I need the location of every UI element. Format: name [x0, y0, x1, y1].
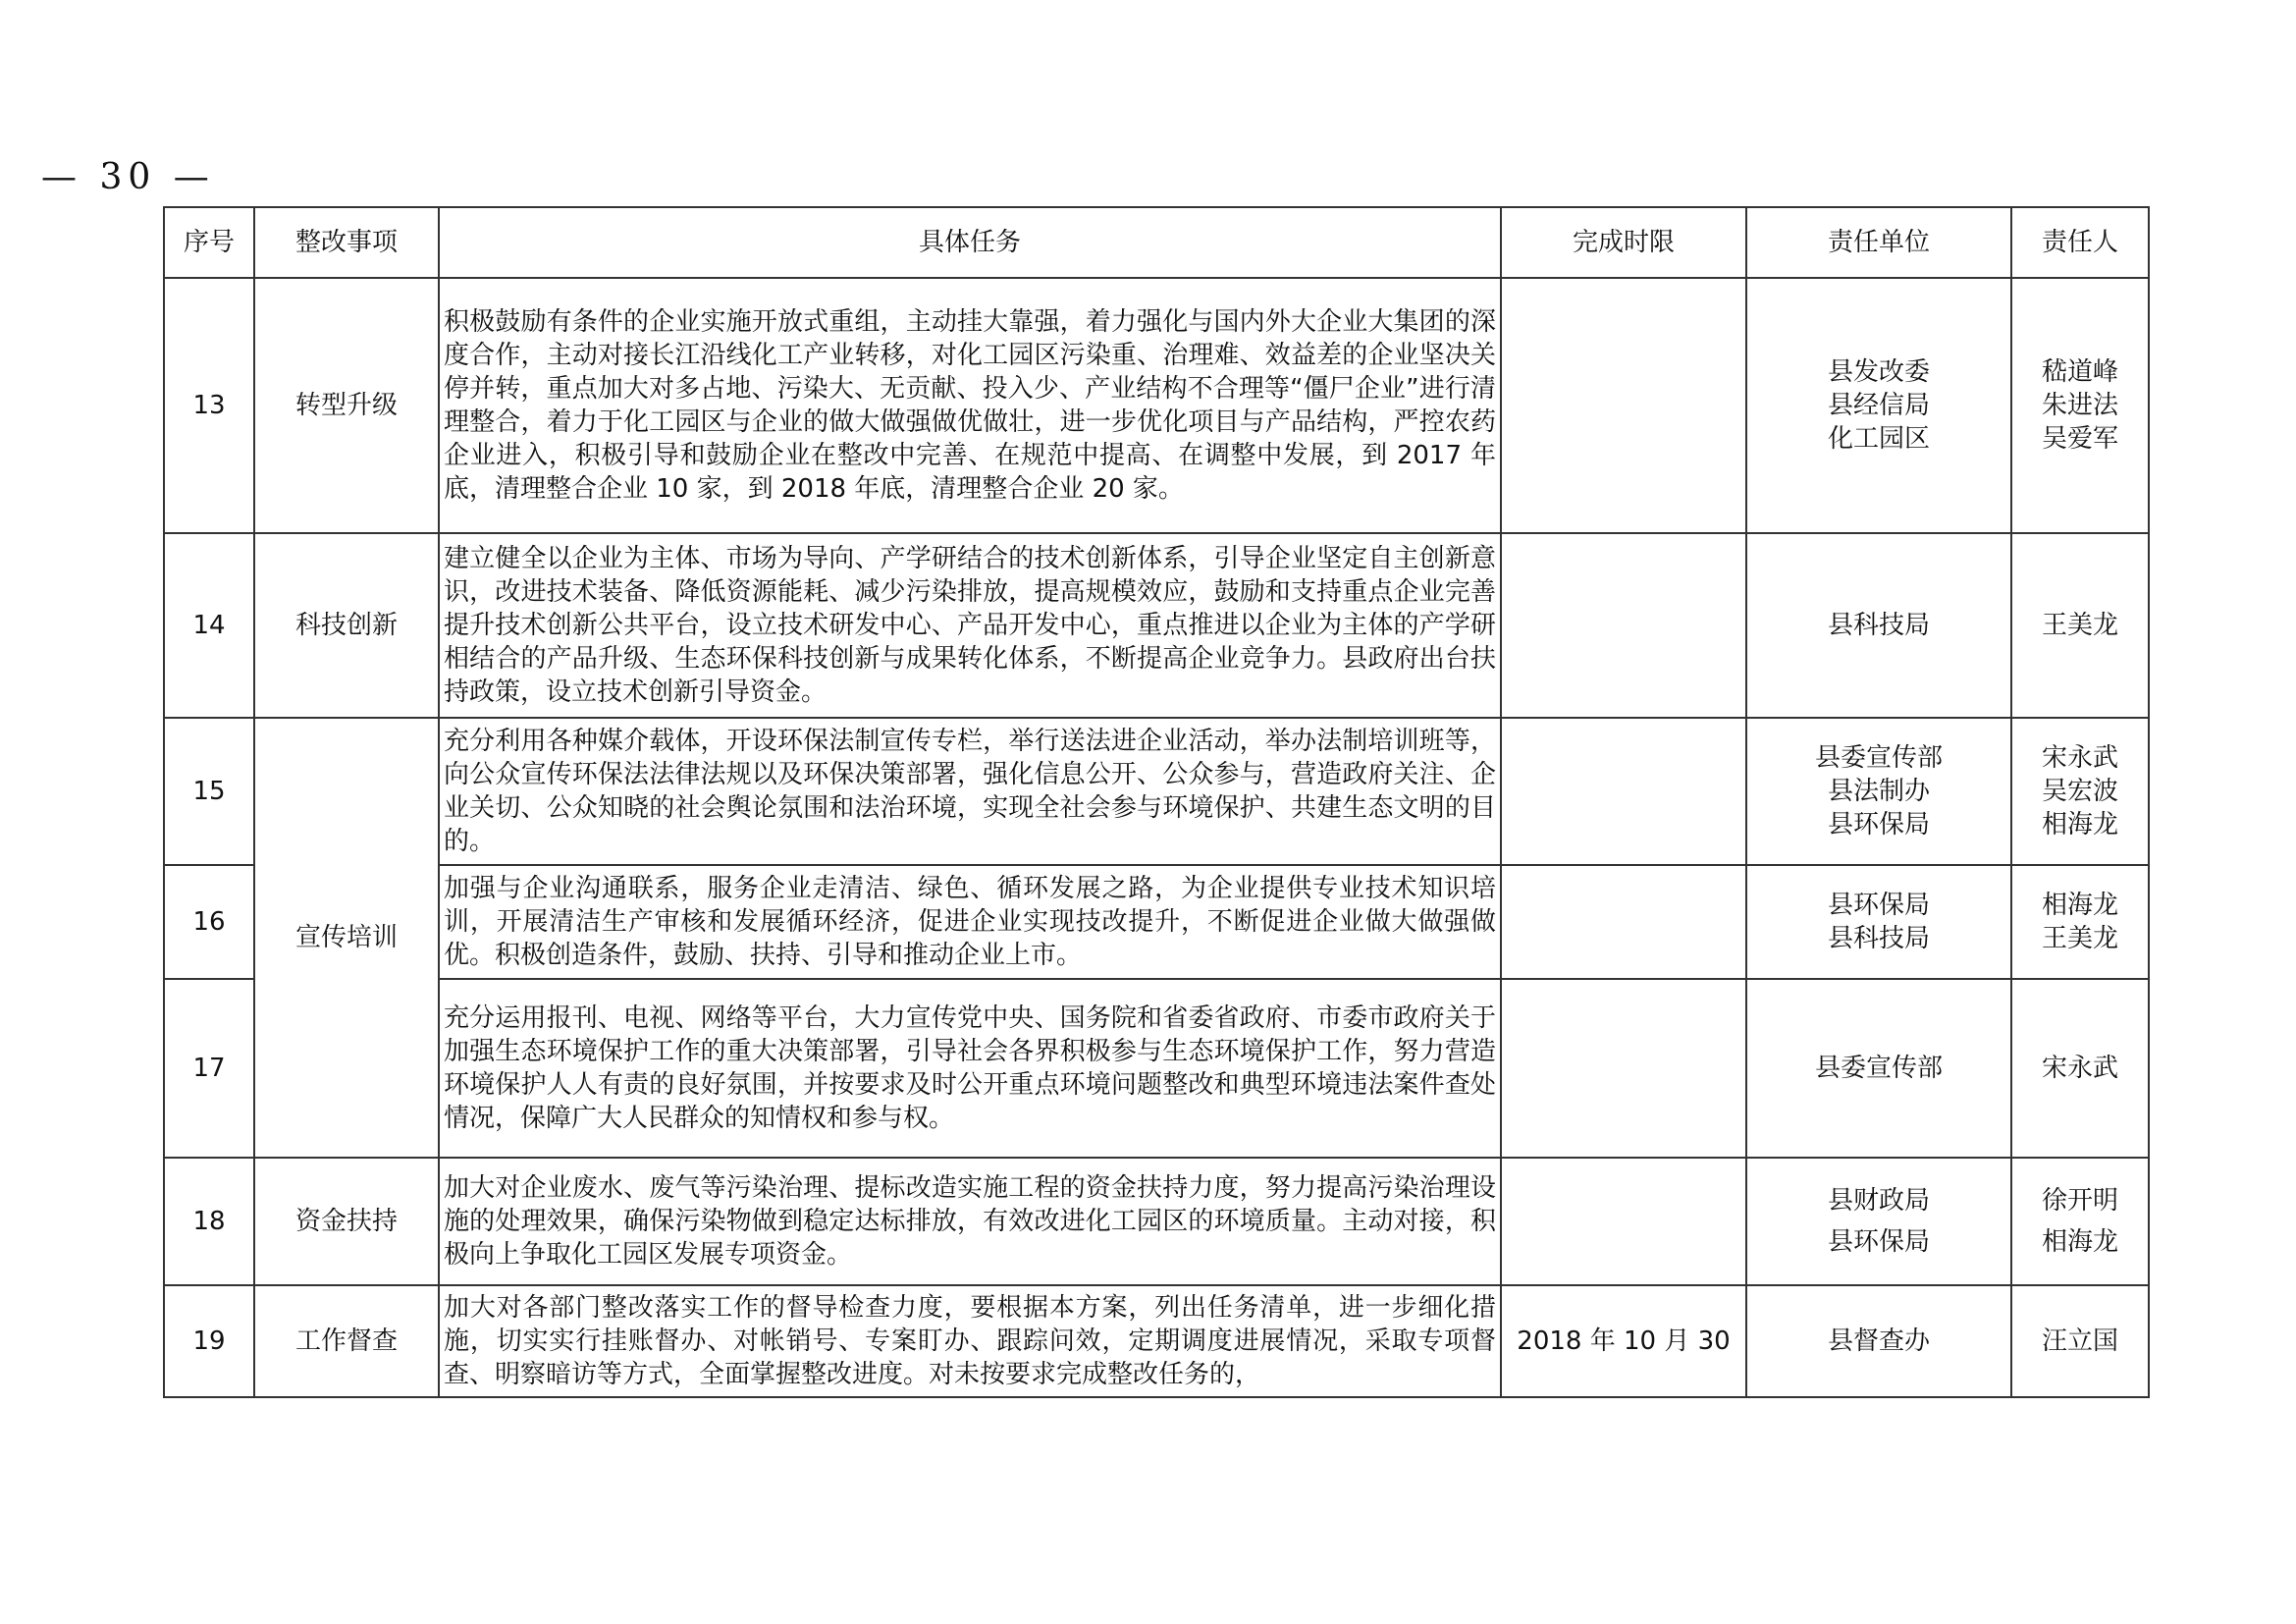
responsible-units: [1746, 1285, 2011, 1397]
person: 相海龙: [2041, 810, 2118, 839]
row-number: 13: [164, 278, 254, 533]
person: 王美龙: [2041, 611, 2118, 640]
responsible-units: [1746, 865, 2011, 979]
table-row: [164, 278, 2149, 533]
unit: 县财政局: [1827, 1186, 1930, 1216]
unit: 县环保局: [1827, 1227, 1930, 1257]
task-description: 加强与企业沟通联系，服务企业走清洁、绿色、循环发展之路，为企业提供专业技术知识培训，开展清洁生产审核和发展循环经济，促进企业实现技改提升，不断促进企业做大做强做优。积极创造条件，鼓励、扶持、引导和推动企业上市。: [439, 865, 1501, 979]
row-number: 15: [164, 718, 254, 865]
row-number: 17: [164, 979, 254, 1158]
unit: 县科技局: [1827, 611, 1930, 640]
deadline: [1501, 865, 1746, 979]
unit: 县法制办: [1827, 777, 1930, 806]
person: 相海龙: [2041, 891, 2118, 920]
unit: 县环保局: [1827, 891, 1930, 920]
person: 王美龙: [2041, 924, 2118, 953]
table-row: [164, 1285, 2149, 1397]
responsible-units: [1746, 278, 2011, 533]
rectification-item: 工作督查: [254, 1285, 439, 1397]
table-row: [164, 865, 2149, 979]
unit: 县发改委: [1827, 357, 1930, 387]
responsible-persons: [2011, 979, 2149, 1158]
header-task: 具体任务: [439, 207, 1501, 278]
person: 汪立国: [2041, 1326, 2118, 1356]
person: 相海龙: [2041, 1227, 2118, 1257]
task-description: 加大对各部门整改落实工作的督导检查力度，要根据本方案，列出任务清单，进一步细化措施，切实实行挂账督办、对帐销号、专案盯办、跟踪问效，定期调度进展情况，采取专项督查、明察暗访等方式，全面掌握整改进度。对未按要求完成整改任务的，: [439, 1285, 1501, 1397]
deadline: [1501, 1158, 1746, 1285]
unit: 县科技局: [1827, 924, 1930, 953]
table-row: [164, 533, 2149, 718]
unit: 县经信局: [1827, 391, 1930, 420]
table-row: [164, 1158, 2149, 1285]
task-description: 积极鼓励有条件的企业实施开放式重组，主动挂大靠强，着力强化与国内外大企业大集团的深度合作，主动对接长江沿线化工产业转移，对化工园区污染重、治理难、效益差的企业坚决关停并转，重点加大对多占地、污染大、无贡献、投入少、产业结构不合理等“僵尸企业”进行清理整合，着力于化工园区与企业的做大做强做优做壮，进一步优化项目与产品结构，严控农药企业进入，积极引导和鼓励企业在整改中完善、在规范中提高、在调整中发展，到 2017 年底，清理整合企业 10 家，到 2018 年底，清理整合企业 20 家。: [439, 278, 1501, 533]
table-header-row: [164, 207, 2149, 278]
task-description: 充分利用各种媒介载体，开设环保法制宣传专栏，举行送法进企业活动，举办法制培训班等，向公众宣传环保法法律法规以及环保决策部署，强化信息公开、公众参与，营造政府关注、企业关切、公众知晓的社会舆论氛围和法治环境，实现全社会参与环境保护、共建生态文明的目的。: [439, 718, 1501, 865]
deadline: [1501, 533, 1746, 718]
row-number: 19: [164, 1285, 254, 1397]
row-number: 18: [164, 1158, 254, 1285]
page-number: — 30 —: [41, 157, 215, 197]
responsible-units: [1746, 1158, 2011, 1285]
rectification-item: 科技创新: [254, 533, 439, 718]
task-description: 加大对企业废水、废气等污染治理、提标改造实施工程的资金扶持力度，努力提高污染治理设施的处理效果，确保污染物做到稳定达标排放，有效改进化工园区的环境质量。主动对接，积极向上争取化工园区发展专项资金。: [439, 1158, 1501, 1285]
header-deadline: 完成时限: [1501, 207, 1746, 278]
person: 吴爱军: [2041, 424, 2118, 454]
task-description: 充分运用报刊、电视、网络等平台，大力宣传党中央、国务院和省委省政府、市委市政府关于加强生态环境保护工作的重大决策部署，引导社会各界积极参与生态环境保护工作，努力营造环境保护人人有责的良好氛围，并按要求及时公开重点环境问题整改和典型环境违法案件查处情况，保障广大人民群众的知情权和参与权。: [439, 979, 1501, 1158]
row-number: 16: [164, 865, 254, 979]
header-units: 责任单位: [1746, 207, 2011, 278]
row-number: 14: [164, 533, 254, 718]
header-item: 整改事项: [254, 207, 439, 278]
person: 朱进法: [2041, 391, 2118, 420]
responsible-units: [1746, 979, 2011, 1158]
table-row: [164, 718, 2149, 865]
person: 吴宏波: [2041, 777, 2118, 806]
unit: 县督查办: [1827, 1326, 1930, 1356]
rectification-item: 宣传培训: [254, 718, 439, 1158]
responsible-units: [1746, 533, 2011, 718]
responsible-persons: [2011, 1158, 2149, 1285]
rectification-item: 转型升级: [254, 278, 439, 533]
unit: 化工园区: [1827, 424, 1930, 454]
responsible-persons: [2011, 865, 2149, 979]
deadline: [1501, 979, 1746, 1158]
person: 嵇道峰: [2041, 357, 2118, 387]
person: 宋永武: [2041, 743, 2118, 773]
responsible-persons: [2011, 533, 2149, 718]
task-description: 建立健全以企业为主体、市场为导向、产学研结合的技术创新体系，引导企业坚定自主创新意识，改进技术装备、降低资源能耗、减少污染排放，提高规模效应，鼓励和支持重点企业完善提升技术创新公共平台，设立技术研发中心、产品开发中心，重点推进以企业为主体的产学研相结合的产品升级、生态环保科技创新与成果转化体系，不断提高企业竞争力。县政府出台扶持政策，设立技术创新引导资金。: [439, 533, 1501, 718]
responsible-persons: [2011, 1285, 2149, 1397]
responsible-persons: [2011, 718, 2149, 865]
person: 徐开明: [2041, 1186, 2118, 1216]
header-persons: 责任人: [2011, 207, 2149, 278]
responsible-units: [1746, 718, 2011, 865]
unit: 县环保局: [1827, 810, 1930, 839]
task-table: [163, 206, 2150, 1398]
person: 宋永武: [2041, 1054, 2118, 1083]
unit: 县委宣传部: [1814, 743, 1943, 773]
deadline: 2018 年 10 月 30: [1501, 1285, 1746, 1397]
table-row: [164, 979, 2149, 1158]
deadline: [1501, 278, 1746, 533]
deadline: [1501, 718, 1746, 865]
unit: 县委宣传部: [1814, 1054, 1943, 1083]
rectification-item: 资金扶持: [254, 1158, 439, 1285]
responsible-persons: [2011, 278, 2149, 533]
header-no: 序号: [164, 207, 254, 278]
